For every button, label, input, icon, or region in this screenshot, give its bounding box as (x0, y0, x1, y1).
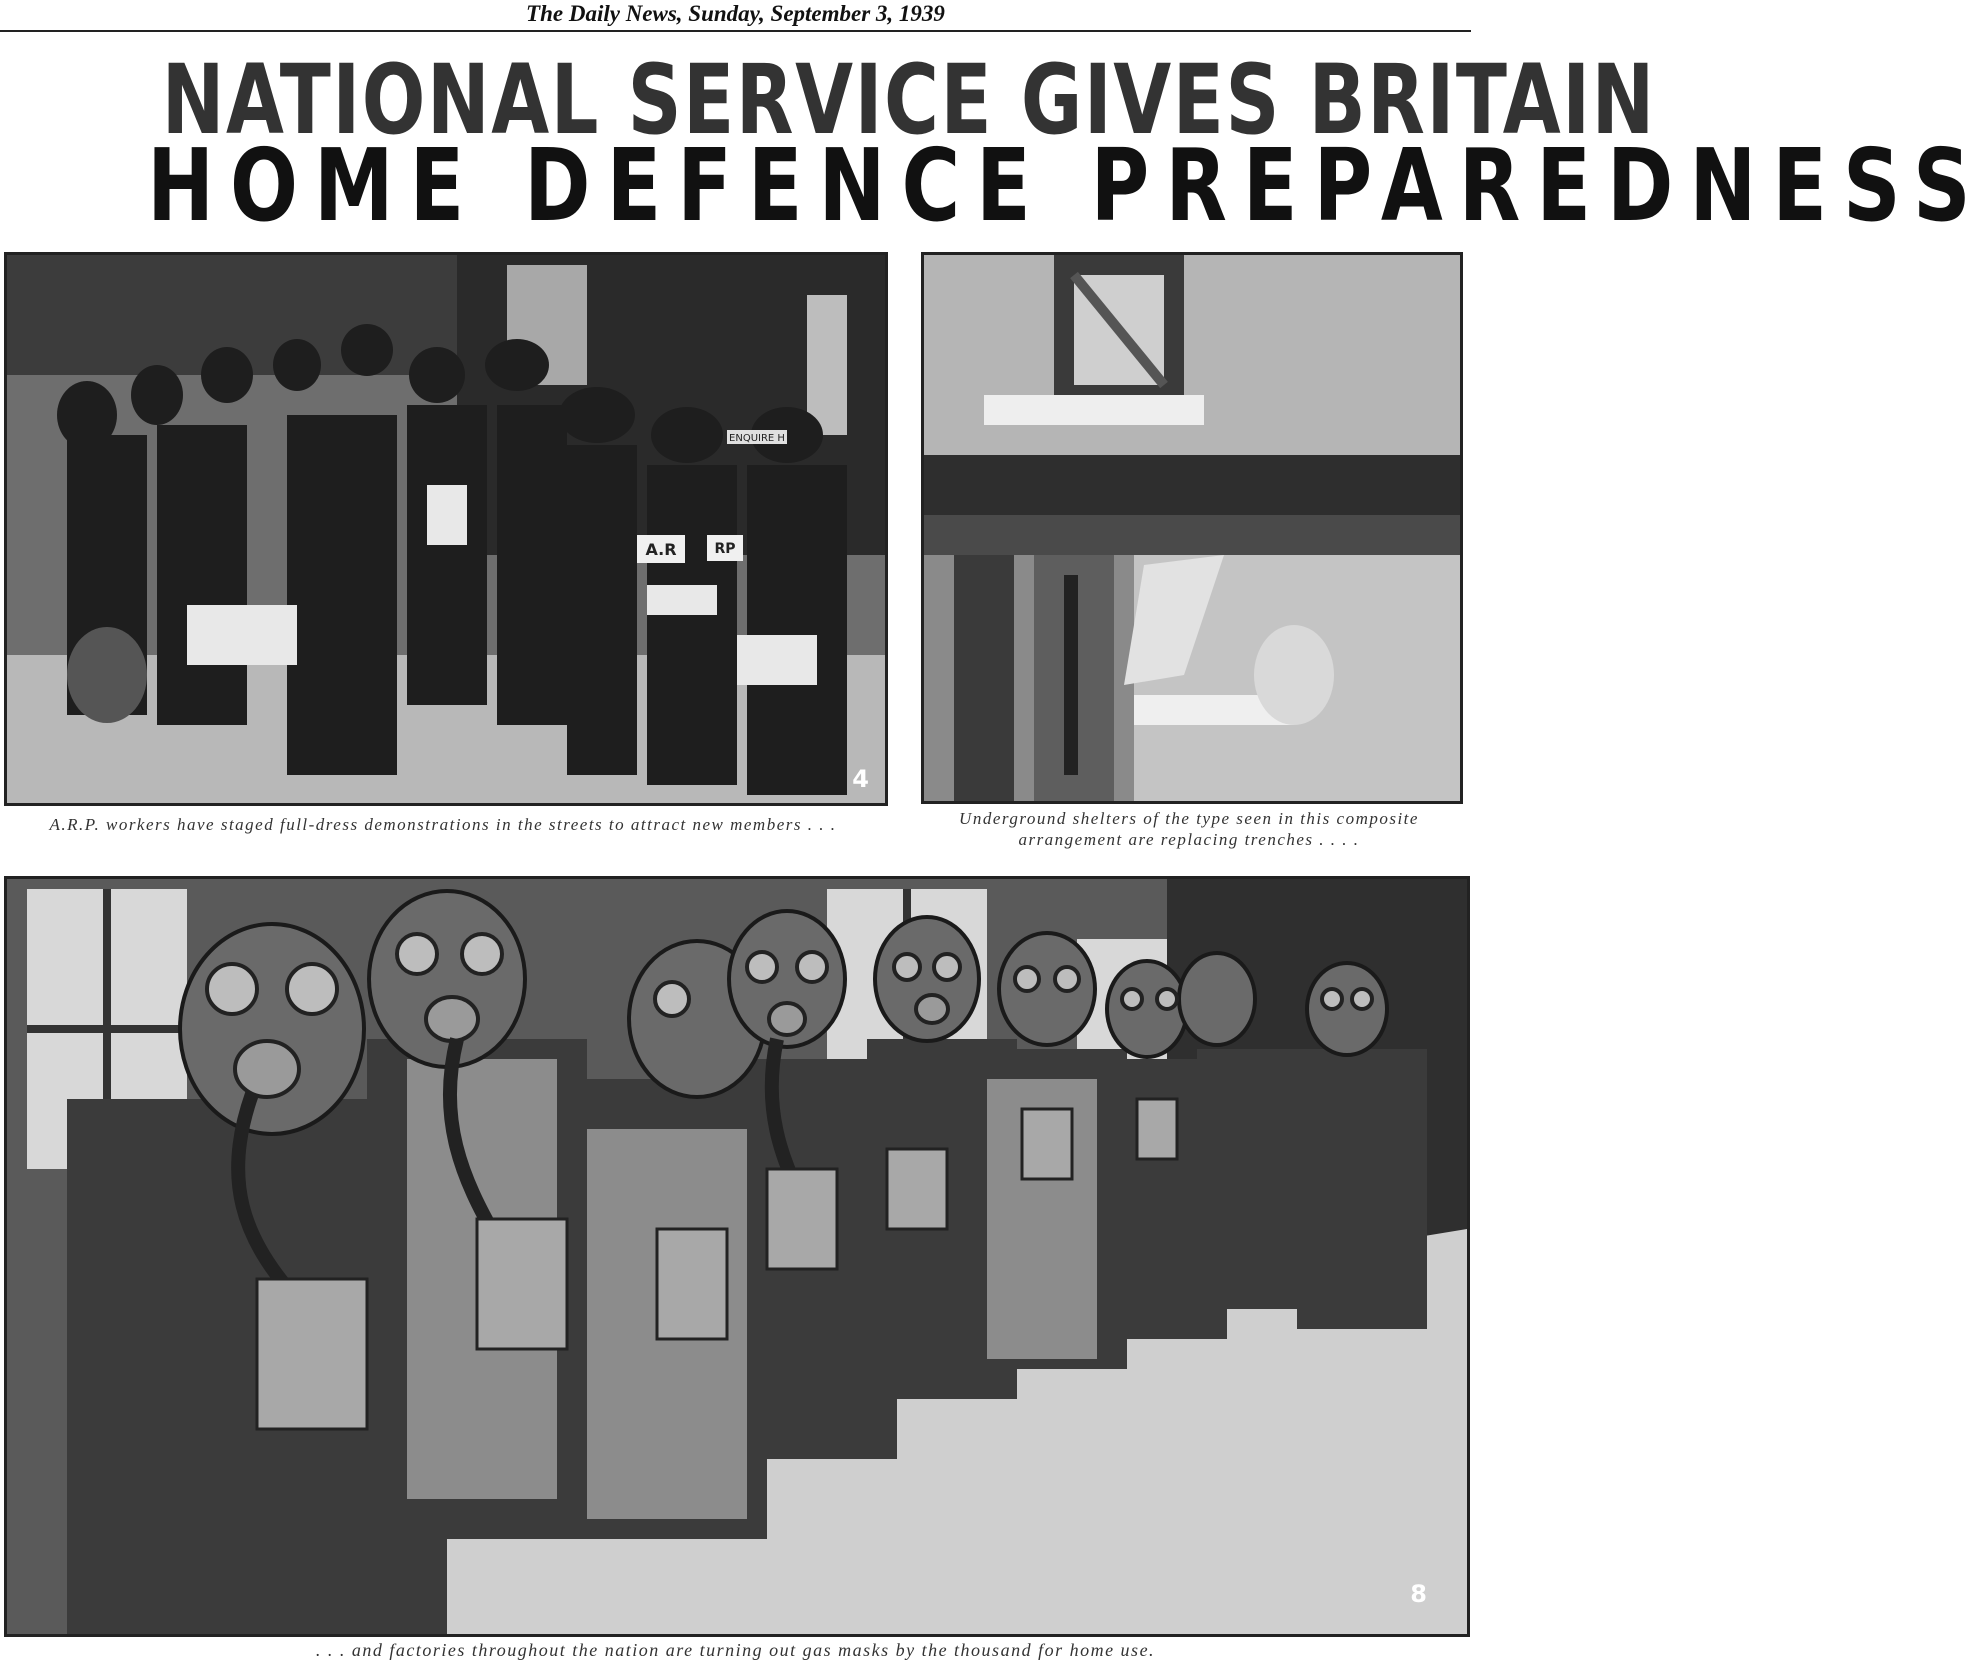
gas-mask-factory-image (7, 879, 1467, 1634)
headline-line-1: NATIONAL SERVICE GIVES BRITAIN (161, 44, 1656, 156)
dateline: The Daily News, Sunday, September 3, 1939 (0, 0, 1471, 32)
caption-arp-demonstration: A.R.P. workers have staged full-dress demonstrations in the streets to attract new members . . . (49, 815, 837, 834)
underground-shelter-image (924, 255, 1460, 801)
arp-armband-2: RP (714, 541, 736, 557)
photo-underground-shelter (921, 252, 1463, 804)
arp-armband: A.R (645, 540, 677, 559)
caption-underground-shelter: Underground shelters of the type seen in this composite arrangement are replacing trenches . . . . (959, 809, 1419, 849)
photo-gas-mask-factory (4, 876, 1470, 1637)
photo-arp-demonstration (4, 252, 888, 806)
photo-number-8: 8 (1410, 1580, 1427, 1608)
caption-gas-mask-factory: . . . and factories throughout the nation are turning out gas masks by the thousand for home use. (315, 1640, 1156, 1660)
photo-number-4: 4 (852, 765, 869, 793)
headline-line-2: HOME DEFENCE PREPAREDNESS (147, 127, 1987, 244)
arp-demonstration-image (7, 255, 885, 803)
inquire-sign: ENQUIRE H (729, 433, 785, 444)
